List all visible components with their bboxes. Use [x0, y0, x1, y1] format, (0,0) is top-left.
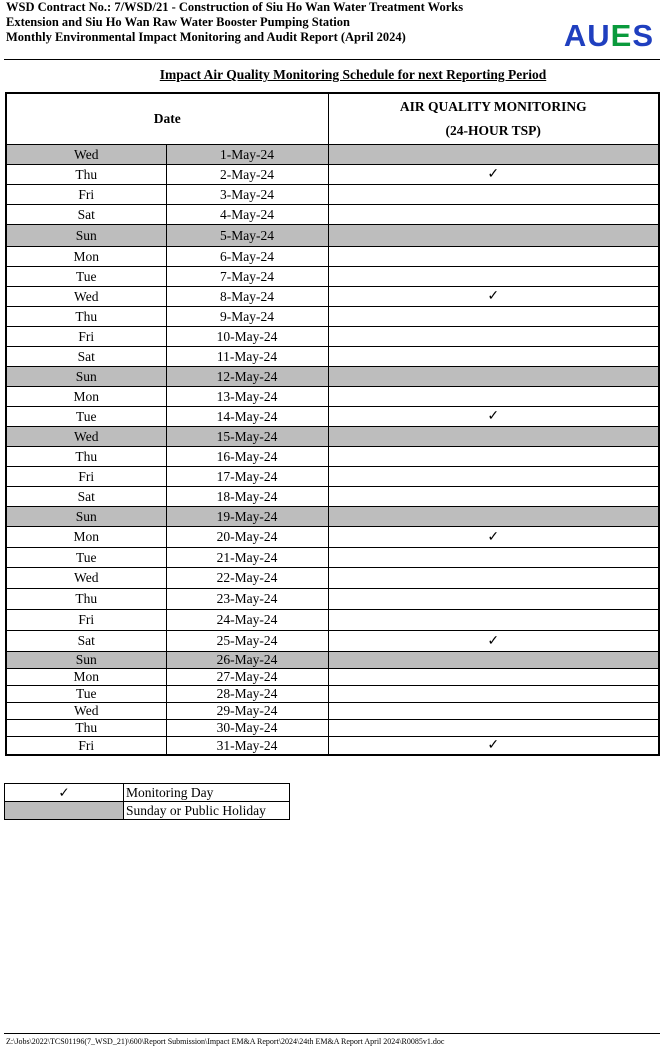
- day-cell: Tue: [6, 407, 166, 427]
- table-row: [6, 267, 659, 287]
- monitoring-cell: [328, 631, 659, 652]
- table-row: [6, 631, 659, 652]
- monitoring-cell: [328, 686, 659, 703]
- monitoring-cell: [328, 407, 659, 427]
- monitoring-cell: [328, 548, 659, 568]
- monitoring-cell: [328, 652, 659, 669]
- table-row: [6, 487, 659, 507]
- day-cell: Fri: [6, 737, 166, 756]
- table-row: [6, 427, 659, 447]
- date-column-header: Date: [6, 93, 328, 145]
- day-cell: Wed: [6, 703, 166, 720]
- monitoring-cell: [328, 287, 659, 307]
- day-cell: Fri: [6, 185, 166, 205]
- logo-letter-s: S: [632, 18, 654, 53]
- table-row: [6, 737, 659, 756]
- table-row: [6, 347, 659, 367]
- legend-row-holiday: [5, 802, 290, 820]
- logo-letter-u: U: [587, 18, 611, 53]
- date-cell: 2-May-24: [166, 165, 328, 185]
- date-cell: 8-May-24: [166, 287, 328, 307]
- table-row: [6, 145, 659, 165]
- table-row: [6, 652, 659, 669]
- check-icon: ✓: [487, 529, 500, 545]
- monitoring-cell: [328, 447, 659, 467]
- day-cell: Mon: [6, 669, 166, 686]
- table-row: [6, 367, 659, 387]
- monitoring-cell: [328, 145, 659, 165]
- date-cell: 18-May-24: [166, 487, 328, 507]
- monitoring-cell: [328, 720, 659, 737]
- monitoring-cell: [328, 669, 659, 686]
- table-row: [6, 225, 659, 247]
- report-header: [6, 0, 660, 58]
- table-row: [6, 307, 659, 327]
- legend-holiday-label: Sunday or Public Holiday: [124, 802, 290, 820]
- day-cell: Sat: [6, 487, 166, 507]
- monitoring-cell: [328, 185, 659, 205]
- aues-logo: [564, 20, 654, 52]
- day-cell: Wed: [6, 145, 166, 165]
- monitoring-cell: [328, 347, 659, 367]
- monitoring-cell: [328, 487, 659, 507]
- file-path-footer: Z:\Jobs\2022\TCS01196(7_WSD_21)\600\Report Submission\Impact EM&A Report\2024\24th EM&A Report April 2024\R0085v1.doc: [6, 1037, 445, 1046]
- table-row: [6, 247, 659, 267]
- day-cell: Sat: [6, 205, 166, 225]
- monitoring-cell: [328, 165, 659, 185]
- table-row: [6, 287, 659, 307]
- table-row: [6, 447, 659, 467]
- header-report-line: Monthly Environmental Impact Monitoring and Audit Report (April 2024): [6, 30, 406, 44]
- date-cell: 27-May-24: [166, 669, 328, 686]
- check-icon: ✓: [487, 738, 500, 753]
- table-row: [6, 720, 659, 737]
- day-cell: Thu: [6, 720, 166, 737]
- monitoring-cell: [328, 387, 659, 407]
- monitoring-column-header: [328, 93, 659, 145]
- day-cell: Sun: [6, 225, 166, 247]
- logo-letter-a: A: [563, 18, 588, 53]
- monitoring-cell: [328, 507, 659, 527]
- date-cell: 21-May-24: [166, 548, 328, 568]
- table-row: [6, 387, 659, 407]
- day-cell: Fri: [6, 327, 166, 347]
- monitoring-cell: [328, 427, 659, 447]
- monitoring-cell: [328, 467, 659, 487]
- table-row: [6, 327, 659, 347]
- day-cell: Tue: [6, 686, 166, 703]
- monitoring-cell: [328, 225, 659, 247]
- day-cell: Wed: [6, 287, 166, 307]
- date-cell: 28-May-24: [166, 686, 328, 703]
- monitoring-header-line2: (24-HOUR TSP): [445, 123, 541, 138]
- date-cell: 3-May-24: [166, 185, 328, 205]
- date-cell: 16-May-24: [166, 447, 328, 467]
- table-row: [6, 507, 659, 527]
- date-cell: 14-May-24: [166, 407, 328, 427]
- date-cell: 26-May-24: [166, 652, 328, 669]
- header-contract-line: WSD Contract No.: 7/WSD/21 - Construction of Siu Ho Wan Water Treatment Works: [6, 0, 464, 14]
- check-icon: ✓: [487, 289, 500, 304]
- table-row: [6, 686, 659, 703]
- legend-shaded-swatch: [5, 802, 124, 820]
- date-cell: 17-May-24: [166, 467, 328, 487]
- day-cell: Sat: [6, 631, 166, 652]
- day-cell: Tue: [6, 548, 166, 568]
- date-cell: 30-May-24: [166, 720, 328, 737]
- date-cell: 13-May-24: [166, 387, 328, 407]
- day-cell: Mon: [6, 387, 166, 407]
- check-icon: ✓: [487, 633, 500, 649]
- date-cell: 19-May-24: [166, 507, 328, 527]
- monitoring-cell: [328, 589, 659, 610]
- day-cell: Wed: [6, 427, 166, 447]
- date-cell: 1-May-24: [166, 145, 328, 165]
- table-row: [6, 185, 659, 205]
- check-icon: ✓: [487, 409, 500, 424]
- date-cell: 9-May-24: [166, 307, 328, 327]
- day-cell: Thu: [6, 307, 166, 327]
- date-cell: 6-May-24: [166, 247, 328, 267]
- legend-check-icon: ✓: [5, 784, 124, 802]
- date-cell: 24-May-24: [166, 610, 328, 631]
- table-header-row: [6, 93, 659, 145]
- monitoring-cell: [328, 367, 659, 387]
- monitoring-cell: [328, 610, 659, 631]
- date-cell: 4-May-24: [166, 205, 328, 225]
- day-cell: Sun: [6, 367, 166, 387]
- table-row: [6, 407, 659, 427]
- day-cell: Sun: [6, 652, 166, 669]
- date-cell: 25-May-24: [166, 631, 328, 652]
- date-cell: 22-May-24: [166, 568, 328, 589]
- header-project-line: Extension and Siu Ho Wan Raw Water Booster Pumping Station: [6, 15, 350, 29]
- date-cell: 23-May-24: [166, 589, 328, 610]
- date-cell: 11-May-24: [166, 347, 328, 367]
- legend-row-monitoring: [5, 784, 290, 802]
- monitoring-header-line1: AIR QUALITY MONITORING: [399, 99, 587, 114]
- day-cell: Thu: [6, 165, 166, 185]
- table-row: [6, 669, 659, 686]
- monitoring-cell: [328, 247, 659, 267]
- monitoring-cell: [328, 568, 659, 589]
- day-cell: Thu: [6, 589, 166, 610]
- day-cell: Wed: [6, 568, 166, 589]
- day-cell: Mon: [6, 247, 166, 267]
- monitoring-schedule-table: [5, 92, 660, 756]
- date-cell: 31-May-24: [166, 737, 328, 756]
- table-row: [6, 589, 659, 610]
- monitoring-cell: [328, 267, 659, 287]
- table-row: [6, 467, 659, 487]
- date-cell: 29-May-24: [166, 703, 328, 720]
- check-icon: ✓: [487, 167, 500, 182]
- table-row: [6, 205, 659, 225]
- day-cell: Sun: [6, 507, 166, 527]
- monitoring-cell: [328, 327, 659, 347]
- day-cell: Tue: [6, 267, 166, 287]
- day-cell: Thu: [6, 447, 166, 467]
- monitoring-cell: [328, 307, 659, 327]
- monitoring-cell: [328, 527, 659, 548]
- legend-table: [4, 783, 290, 820]
- schedule-title: Impact Air Quality Monitoring Schedule for next Reporting Period: [159, 67, 547, 82]
- table-row: [6, 165, 659, 185]
- day-cell: Mon: [6, 527, 166, 548]
- schedule-body: [6, 145, 659, 756]
- logo-letter-e: E: [610, 18, 633, 53]
- day-cell: Fri: [6, 610, 166, 631]
- table-row: [6, 703, 659, 720]
- date-cell: 20-May-24: [166, 527, 328, 548]
- table-row: [6, 548, 659, 568]
- footer-divider: [4, 1033, 660, 1034]
- day-cell: Sat: [6, 347, 166, 367]
- legend-monitoring-label: Monitoring Day: [124, 784, 290, 802]
- date-cell: 5-May-24: [166, 225, 328, 247]
- date-cell: 15-May-24: [166, 427, 328, 447]
- monitoring-cell: [328, 737, 659, 756]
- monitoring-cell: [328, 703, 659, 720]
- date-cell: 7-May-24: [166, 267, 328, 287]
- date-cell: 12-May-24: [166, 367, 328, 387]
- table-row: [6, 610, 659, 631]
- table-row: [6, 527, 659, 548]
- date-cell: 10-May-24: [166, 327, 328, 347]
- monitoring-cell: [328, 205, 659, 225]
- day-cell: Fri: [6, 467, 166, 487]
- header-divider: [4, 59, 660, 60]
- table-row: [6, 568, 659, 589]
